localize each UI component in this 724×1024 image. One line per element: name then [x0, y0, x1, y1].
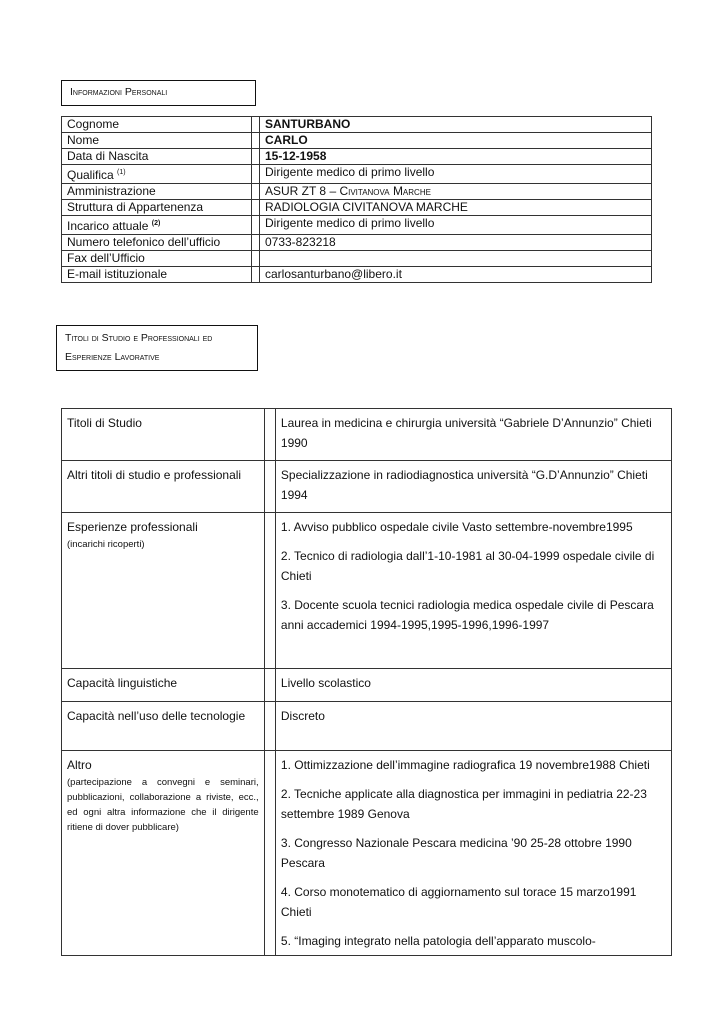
label-lingue: Capacità linguistiche — [62, 669, 265, 702]
label-struttura: Struttura di Appartenenza — [62, 200, 252, 216]
table-row — [62, 251, 652, 267]
list-item: 2. Tecnico di radiologia dall’1-10-1981 al 30-04-1999 ospedale civile di Chieti — [280, 549, 655, 583]
label-telefono: Numero telefonico dell’ufficio — [62, 235, 252, 251]
value-fax — [259, 251, 651, 267]
career-table — [61, 408, 672, 956]
label-tecnologie: Capacità nell’uso delle tecnologie — [62, 702, 265, 751]
value-amministrazione: ASUR ZT 8 – Civitanova Marche — [259, 184, 651, 200]
label-incarico: Incarico attuale $^{(2)}$ — [62, 216, 252, 235]
table-row — [62, 133, 652, 149]
value-struttura: RADIOLOGIA CIVITANOVA MARCHE — [259, 200, 651, 216]
table-row — [62, 216, 652, 235]
personal-info-title — [61, 80, 256, 106]
table-row — [62, 149, 652, 165]
label-data-nascita: Data di Nascita — [62, 149, 252, 165]
value-altro — [275, 751, 671, 956]
table-row — [62, 200, 652, 216]
table-row — [62, 117, 652, 133]
label-nome: Nome — [62, 133, 252, 149]
table-row — [62, 184, 652, 200]
table-row — [62, 267, 652, 283]
list-item: 1. Avviso pubblico ospedale civile Vasto settembre-novembre1995 — [280, 520, 633, 534]
note-altro: (partecipazione a convegni e seminari, pubblicazioni, collaborazione a riviste, ecc., ed ogni altra informazione che il dirigente ritiene di dover pubblicare) — [67, 777, 259, 833]
table-row — [62, 751, 672, 956]
label-altro: Altro (partecipazione a convegni e seminari, pubblicazioni, collaborazione a riviste, ecc., ed ogni altra informazione che il dirigente ritiene di dover pubblicare) — [62, 751, 265, 956]
table-row — [62, 409, 672, 461]
table-row — [62, 669, 672, 702]
titles-section-title — [56, 325, 258, 371]
label-titoli-studio: Titoli di Studio — [62, 409, 265, 461]
table-row — [62, 461, 672, 513]
value-email: carlosanturbano@libero.it — [259, 267, 651, 283]
label-fax: Fax dell’Ufficio — [62, 251, 252, 267]
note-esperienze: (incarichi ricoperti) — [67, 539, 145, 550]
table-row — [62, 513, 672, 669]
list-item: 1. Ottimizzazione dell’immagine radiografica 19 novembre1988 Chieti — [280, 758, 650, 772]
list-item: 2. Tecniche applicate alla diagnostica per immagini in pediatria 22-23 settembre 1989 Genova — [280, 787, 647, 821]
table-row — [62, 235, 652, 251]
value-data-nascita: 15-12-1958 — [259, 149, 651, 165]
value-incarico: Dirigente medico di primo livello — [259, 216, 651, 235]
label-altri-titoli: Altri titoli di studio e professionali — [62, 461, 265, 513]
personal-info-title-text: Informazioni Personali — [70, 86, 168, 98]
titles-section-title-line1: Titoli di Studio e Professionali ed — [65, 332, 213, 344]
label-esperienze: Esperienze professionali (incarichi ricoperti) — [62, 513, 265, 669]
list-item: 4. Corso monotematico di aggiornamento sul torace 15 marzo1991 Chieti — [280, 885, 637, 919]
label-cognome: Cognome — [62, 117, 252, 133]
value-nome: CARLO — [259, 133, 651, 149]
value-tecnologie: Discreto — [275, 702, 671, 751]
value-titoli-studio: Laurea in medicina e chirurgia università “Gabriele D’Annunzio” Chieti 1990 — [275, 409, 671, 461]
label-qualifica: Qualifica $^{(1)}$ — [62, 165, 252, 184]
list-item: 3. Docente scuola tecnici radiologia medica ospedale civile di Pescara anni accademici 1994-1995,1995-1996,1996-1997 — [280, 598, 654, 632]
value-esperienze — [275, 513, 671, 669]
value-cognome: SANTURBANO — [259, 117, 651, 133]
table-row — [62, 702, 672, 751]
personal-info-table — [61, 116, 652, 283]
list-item: 5. “Imaging integrato nella patologia dell’apparato muscolo- — [280, 934, 596, 948]
label-amministrazione: Amministrazione — [62, 184, 252, 200]
label-email: E-mail istituzionale — [62, 267, 252, 283]
value-telefono: 0733-823218 — [259, 235, 651, 251]
value-lingue: Livello scolastico — [275, 669, 671, 702]
list-item: 3. Congresso Nazionale Pescara medicina ’90 25-28 ottobre 1990 Pescara — [280, 836, 632, 870]
footnote-2: (2) — [151, 220, 161, 227]
footnote-1: (1) — [117, 169, 126, 176]
table-row — [62, 165, 652, 184]
value-qualifica: Dirigente medico di primo livello — [259, 165, 651, 184]
value-altri-titoli: Specializzazione in radiodiagnostica università “G.D’Annunzio” Chieti 1994 — [275, 461, 671, 513]
titles-section-title-line2: Esperienze Lavorative — [65, 351, 160, 363]
